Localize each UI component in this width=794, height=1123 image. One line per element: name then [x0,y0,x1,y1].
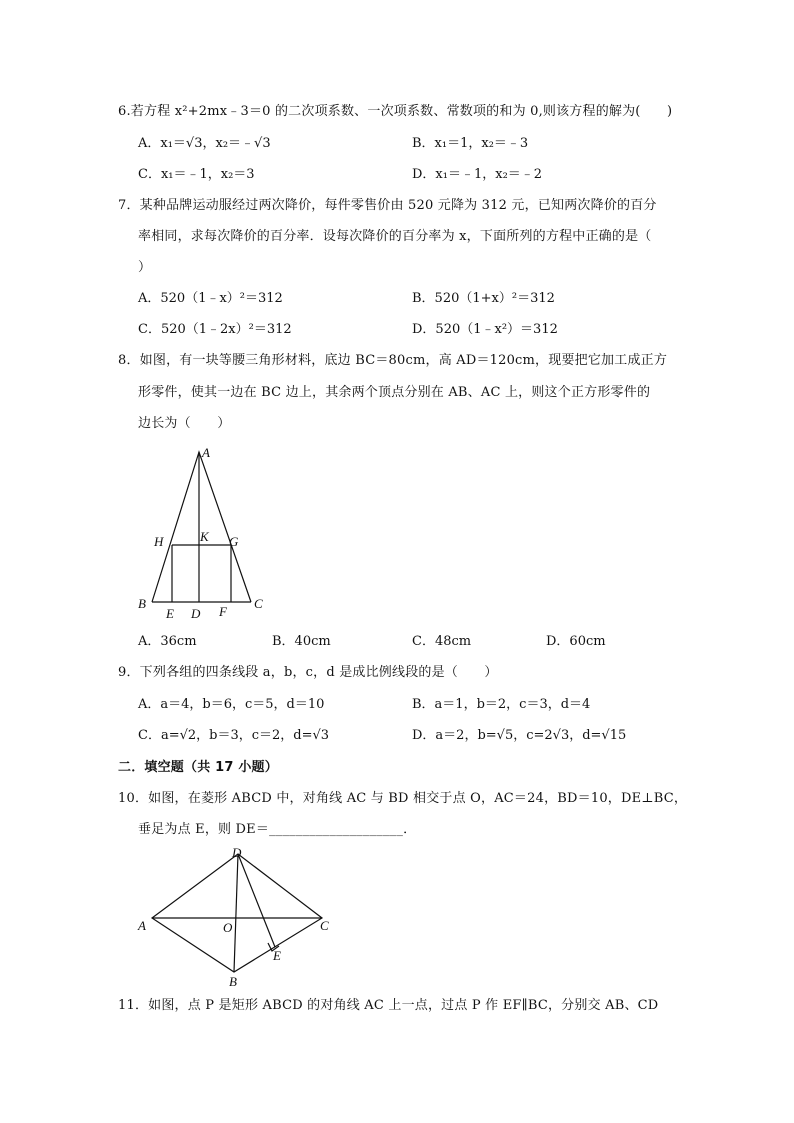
q9-option-b: B．a＝1，b＝2，c＝3，d＝4 [412,697,591,712]
q8-label-g: G [229,534,239,549]
q10-rhombus-figure [130,842,340,992]
q8-option-c: C．48cm [412,634,472,649]
q10-label-d: D [232,845,242,860]
q6-stem: 6.若方程 x²+2mx﹣3＝0 的二次项系数、一次项系数、常数项的和为 0,则该方程的解为( ) [118,104,673,119]
q8-triangle-sides [152,452,251,602]
q9-option-d: D．a＝2，b=√5，c=2√3，d=√15 [412,728,627,743]
q8-label-a: A [202,445,210,460]
q8-option-b: B．40cm [272,634,331,649]
q6-option-d: D．x₁＝﹣1，x₂＝﹣2 [412,167,543,182]
q7-option-c: C．520（1﹣2x）²＝312 [138,322,292,337]
q7-option-b: B．520（1+x）²＝312 [412,291,555,306]
q9-option-a: A．a＝4，b＝6，c＝5，d＝10 [138,697,325,712]
q6-option-b: B．x₁＝1，x₂＝﹣3 [412,136,529,151]
q8-label-k: K [200,529,209,544]
q7-stem-line-2: 率相同，求每次降价的百分率．设每次降价的百分率为 x，下面所列的方程中正确的是（ [138,229,652,244]
q8-label-d: D [191,606,201,621]
q10-label-a: A [138,918,146,933]
q9-stem: 9．下列各组的四条线段 a，b，c，d 是成比例线段的是（ ） [118,665,498,680]
q7-stem-line-1: 7．某种品牌运动服经过两次降价，每件零售价由 520 元降为 312 元，已知两次降价的百分 [118,198,657,213]
q8-label-e: E [166,606,174,621]
q7-option-a: A．520（1﹣x）²＝312 [138,291,283,306]
q10-label-c: C [320,918,329,933]
q9-option-c: C．a=√2，b＝3，c＝2，d=√3 [138,728,330,743]
q10-label-b: B [229,974,237,989]
q10-stem-line-1: 10．如图，在菱形 ABCD 中，对角线 AC 与 BD 相交于点 O，AC＝24，BD＝10，DE⊥BC， [118,791,688,806]
q8-label-h: H [154,534,164,549]
q8-stem-line-2: 形零件，使其一边在 BC 边上，其余两个顶点分别在 AB、AC 上，则这个正方形零件的 [138,385,651,400]
q8-option-a: A．36cm [138,634,197,649]
q7-option-d: D．520（1﹣x²）＝312 [412,322,558,337]
q8-option-d: D．60cm [546,634,606,649]
q11-stem: 11．如图，点 P 是矩形 ABCD 的对角线 AC 上一点，过点 P 作 EF∥BC，分别交 AB、CD [118,998,659,1013]
q7-stem-line-3: ） [138,260,152,275]
q10-label-o: O [223,920,233,935]
q6-option-c: C．x₁＝﹣1，x₂＝3 [138,167,255,182]
q8-label-b: B [138,596,146,611]
q10-diagonal-bd [234,854,238,972]
q10-stem-line-2: 垂足为点 E，则 DE＝____________________． [138,822,417,837]
q6-option-a: A．x₁＝√3，x₂＝﹣√3 [138,136,271,151]
q8-label-f: F [219,604,227,619]
q10-label-e: E [273,948,281,963]
section-fill-in-heading: 二．填空题（共 17 小题） [118,760,278,775]
q8-stem-line-3: 边长为（ ） [138,416,231,431]
q8-stem-line-1: 8．如图，有一块等腰三角形材料，底边 BC＝80cm，高 AD＝120cm，现要把它加工成正方 [118,353,668,368]
q8-label-c: C [254,596,263,611]
q8-triangle-figure [130,440,290,625]
